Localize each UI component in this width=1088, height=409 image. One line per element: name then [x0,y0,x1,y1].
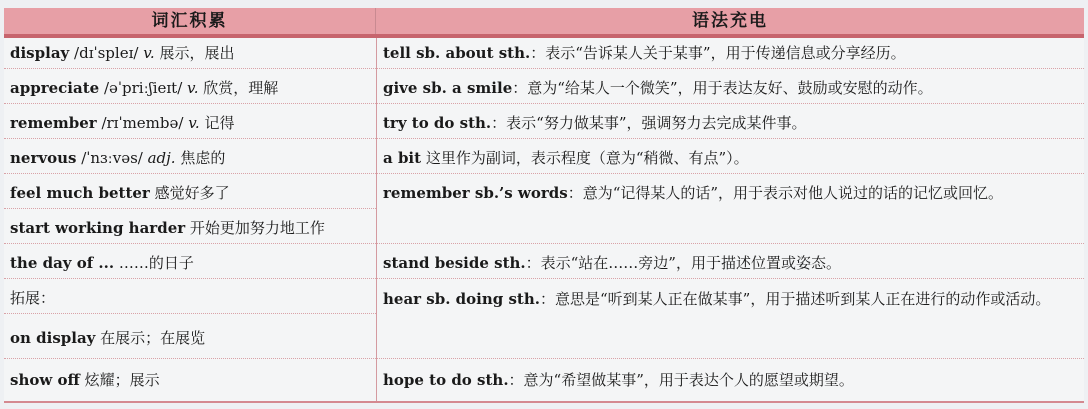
vocab-phonetic: /dɪˈspleɪ/ [69,44,144,62]
grammar-header: 语法充电 [376,8,1084,34]
vocab-pos: v. [187,79,199,97]
grammar-phrase: hope to do sth. [383,371,509,389]
grammar-row [377,253,1084,273]
vocab-term: show off [10,371,80,389]
left-column-header-wrap [4,8,376,34]
vocab-row [4,328,376,348]
row-separator [377,173,1084,174]
vocab-term: nervous [10,149,77,167]
grammar-explanation: ：意为“希望做某事”，用于表达个人的愿望或期望。 [508,371,854,389]
grammar-row [377,43,1084,63]
grammar-explanation: ：表示“站在……旁边”，用于描述位置或姿态。 [525,254,841,272]
grammar-row [377,78,1084,98]
vocab-phonetic: /rɪˈmembə/ [96,114,189,132]
grammar-phrase: hear sb. doing sth. [383,290,540,308]
grammar-row [377,113,1084,133]
vocab-row [4,183,376,203]
row-separator [377,243,1084,244]
vocab-list [4,38,377,402]
row-separator [4,278,376,279]
vocab-meaning: 在展示；在展览 [95,329,206,347]
grammar-explanation: ：表示“告诉某人关于某事”，用于传递信息或分享经历。 [530,44,906,62]
row-separator [4,243,376,244]
row-separator [4,103,376,104]
row-separator [4,313,376,314]
vocab-row [4,43,376,63]
table-bottom-border [4,401,1084,403]
vocab-row [4,148,376,168]
vocab-row [4,370,376,390]
vocab-term: start working harder [10,219,186,237]
vocab-phonetic: /ˈnɜːvəs/ [76,149,148,167]
row-separator [377,358,1084,359]
vocab-pos: v. [188,114,200,132]
grammar-explanation: ：意思是“听到某人正在做某事”，用于描述听到某人正在进行的动作或活动。 [539,290,1051,308]
row-separator [4,173,376,174]
vocab-header: 词汇积累 [4,8,376,34]
extension-label: 拓展： [10,289,56,307]
grammar-explanation: ：意为“给某人一个微笑”，用于表达友好、鼓励或安慰的动作。 [512,79,933,97]
vocab-term: display [10,44,70,62]
grammar-explanation: ：表示“努力做某事”，强调努力去完成某件事。 [491,114,807,132]
grammar-phrase: give sb. a smile [383,79,513,97]
grammar-row [377,178,1084,208]
grammar-phrase: tell sb. about sth. [383,44,531,62]
row-separator [377,103,1084,104]
vocab-row [4,253,376,273]
row-separator [4,68,376,69]
vocab-meaning: ……的日子 [114,254,194,272]
row-separator [377,278,1084,279]
vocab-meaning: 展示，展出 [154,44,235,62]
grammar-phrase: remember sb.’s words [383,184,568,202]
vocab-term: the day of ... [10,254,115,272]
grammar-list [377,38,1084,402]
grammar-phrase: a bit [383,149,422,167]
vocab-meaning: 炫耀；展示 [79,371,160,389]
row-separator [4,208,376,209]
vocab-pos: adj. [147,149,176,167]
right-column-header-wrap [376,8,1084,34]
vocab-row [4,78,376,98]
vocab-meaning: 开始更加努力地工作 [185,219,325,237]
grammar-explanation: ：意为“记得某人的话”，用于表示对他人说过的话的记忆或回忆。 [567,184,1004,202]
grammar-phrase: stand beside sth. [383,254,526,272]
vocab-term: appreciate [10,79,100,97]
vocab-row [4,113,376,133]
grammar-explanation: 这里作为副词，表示程度（意为“稍微、有点”）。 [421,149,749,167]
vocab-term: remember [10,114,97,132]
row-separator [377,138,1084,139]
vocab-term: feel much better [10,184,150,202]
vocab-meaning: 感觉好多了 [149,184,230,202]
vocab-pos: v. [143,44,155,62]
vocab-phonetic: /əˈpriːʃieɪt/ [99,79,188,97]
grammar-row [377,148,1084,168]
grammar-row [377,370,1084,390]
vocab-row [4,288,376,308]
grammar-row [377,284,1084,314]
row-separator [377,68,1084,69]
row-separator [4,358,376,359]
vocab-term: on display [10,329,96,347]
row-separator [4,138,376,139]
vocab-row [4,218,376,238]
vocab-meaning: 焦虑的 [175,149,226,167]
vocab-meaning: 记得 [199,114,235,132]
vocab-meaning: 欣赏，理解 [198,79,279,97]
grammar-phrase: try to do sth. [383,114,492,132]
